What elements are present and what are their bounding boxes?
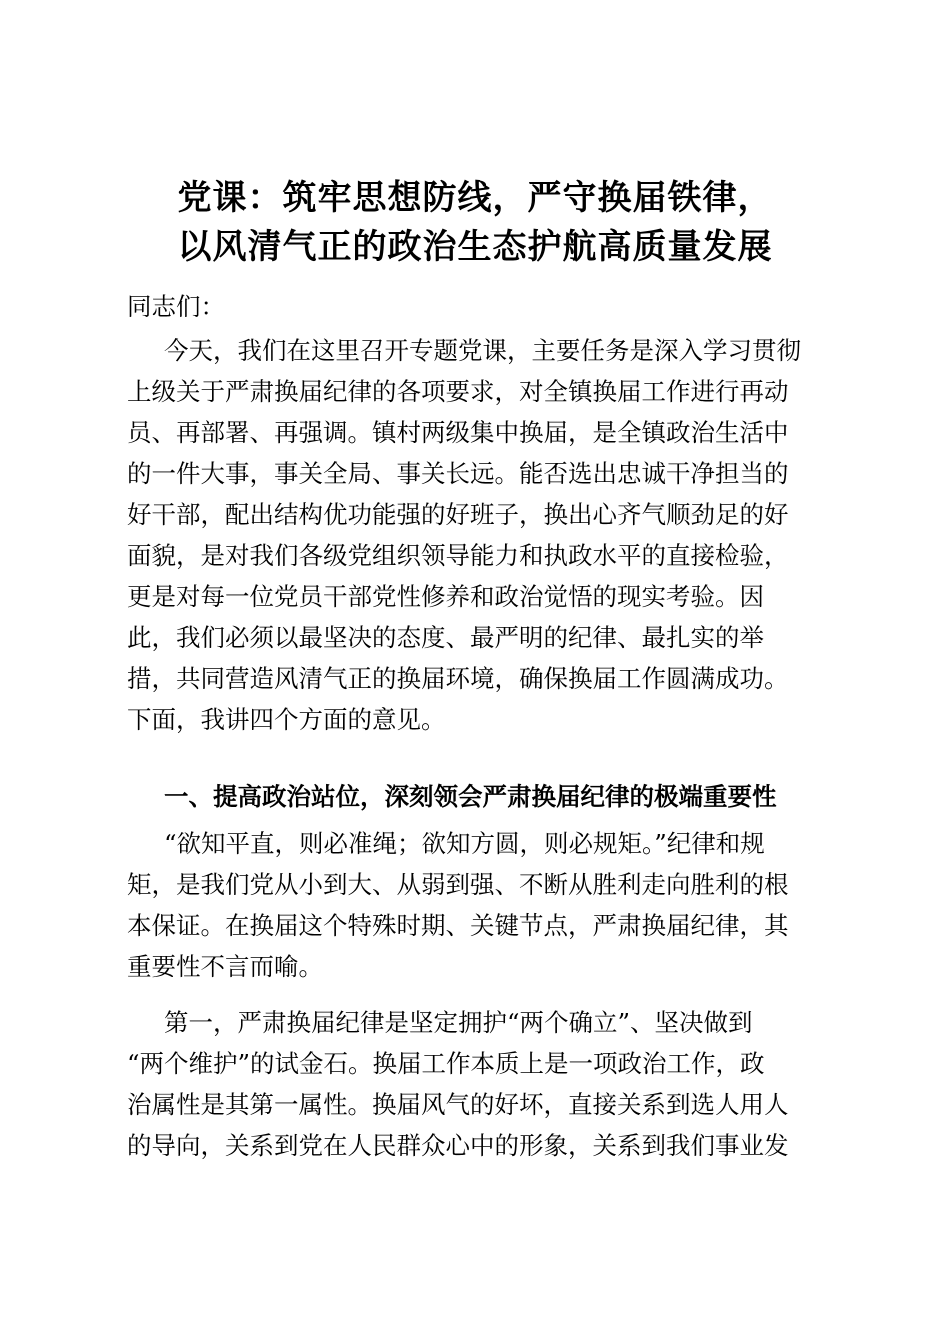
paragraph-line: 治属性是其第一属性。换届风气的好坏，直接关系到选人用人 — [127, 1090, 789, 1119]
paragraph-line: 第一，严肃换届纪律是坚定拥护“两个确立”、坚决做到 — [164, 1008, 753, 1037]
paragraph-line: 的一件大事，事关全局、事关长远。能否选出忠诚干净担当的 — [127, 459, 789, 488]
paragraph-line: 员、再部署、再强调。镇村两级集中换届，是全镇政治生活中 — [127, 418, 789, 447]
paragraph-intro — [127, 330, 827, 740]
paragraph-line: 今天，我们在这里召开专题党课，主要任务是深入学习贯彻 — [164, 336, 801, 365]
paragraph-line: 下面，我讲四个方面的意见。 — [127, 705, 446, 734]
section-heading-1 — [127, 776, 827, 817]
section-heading-text: 一、提高政治站位，深刻领会严肃换届纪律的极端重要性 — [164, 782, 777, 811]
paragraph-line: 措，共同营造风清气正的换届环境，确保换届工作圆满成功。 — [127, 664, 789, 693]
paragraph-discipline-quote — [127, 823, 827, 987]
paragraph-line: 重要性不言而喻。 — [127, 952, 323, 981]
paragraph-line: “两个维护”的试金石。换届工作本质上是一项政治工作，政 — [127, 1049, 765, 1078]
title-line-1: 党课：筑牢思想防线，严守换届铁律， — [177, 178, 773, 218]
paragraph-line: 上级关于严肃换届纪律的各项要求，对全镇换届工作进行再动 — [127, 377, 789, 406]
paragraph-line: 矩，是我们党从小到大、从弱到强、不断从胜利走向胜利的根 — [127, 870, 789, 899]
paragraph-line: 更是对每一位党员干部党性修养和政治觉悟的现实考验。因 — [127, 582, 764, 611]
paragraph-first-point — [127, 1002, 827, 1166]
paragraph-line: 本保证。在换届这个特殊时期、关键节点，严肃换届纪律，其 — [127, 911, 789, 940]
paragraph-line: “欲知平直，则必准绳；欲知方圆，则必规矩。”纪律和规 — [164, 829, 765, 858]
paragraph-line: 好干部，配出结构优功能强的好班子，换出心齐气顺劲足的好 — [127, 500, 789, 529]
paragraph-line: 面貌，是对我们各级党组织领导能力和执政水平的直接检验， — [127, 541, 789, 570]
title-line-2: 以风清气正的政治生态护航高质量发展 — [177, 227, 773, 267]
paragraph-line: 此，我们必须以最坚决的态度、最严明的纪律、最扎实的举 — [127, 623, 764, 652]
salutation: 同志们： — [127, 292, 225, 321]
paragraph-line: 的导向，关系到党在人民群众心中的形象，关系到我们事业发 — [127, 1131, 789, 1160]
